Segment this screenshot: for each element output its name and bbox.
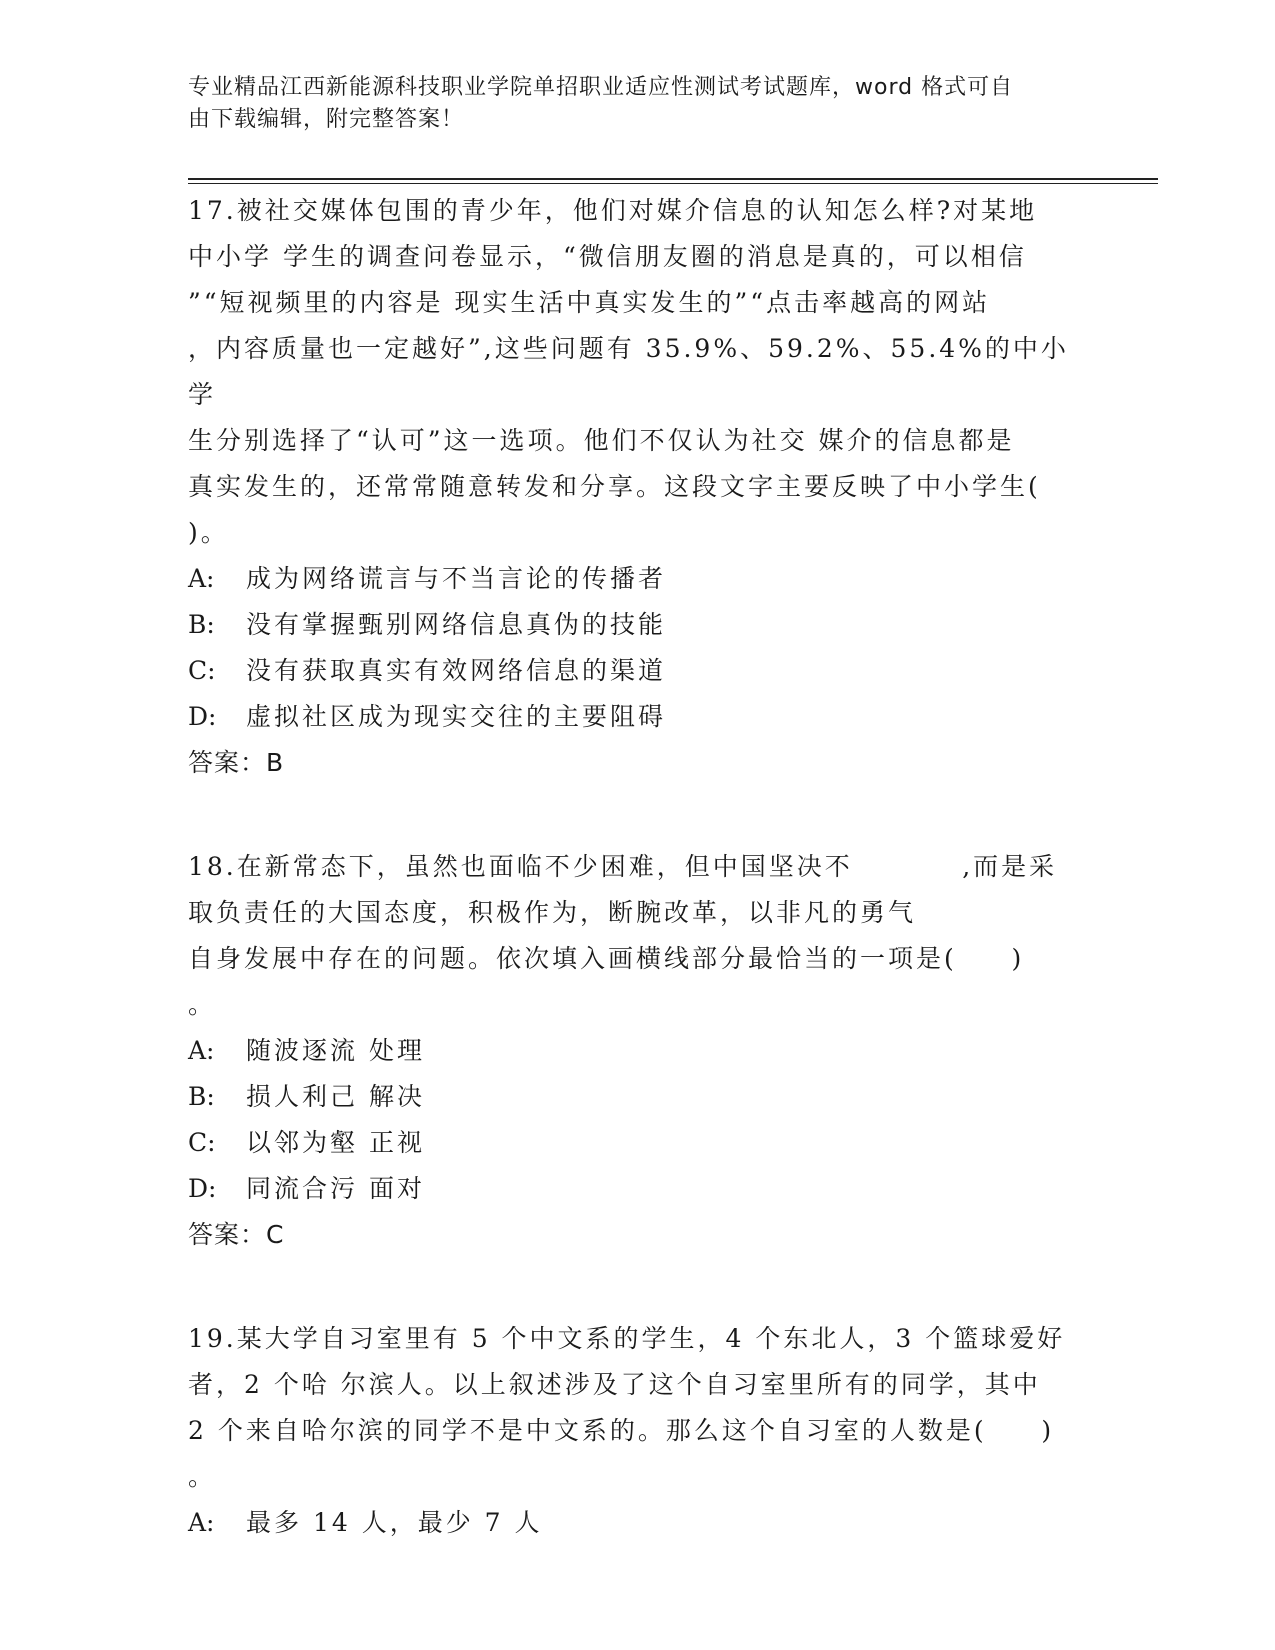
option-letter: C: <box>188 1128 216 1157</box>
option-text: 最多 14 人，最少 7 人 <box>246 1508 543 1537</box>
option-c <box>188 648 1088 694</box>
question-text-line: 真实发生的，还常常随意转发和分享。这段文字主要反映了中小学生( <box>188 472 1041 501</box>
document-header <box>188 72 1068 136</box>
question-text-line: ”“短视频里的内容是 现实生活中真实发生的”“点击率越高的网站 <box>188 288 991 317</box>
header-line-2: 由下载编辑，附完整答案！ <box>188 107 465 132</box>
question-text-line: 自身发展中存在的问题。依次填入画横线部分最恰当的一项是( ) <box>188 944 1025 973</box>
header-line-1: 专业精品江西新能源科技职业学院单招职业适应性测试考试题库，word 格式可自 <box>188 75 1014 100</box>
option-text: 随波逐流 处理 <box>246 1036 425 1065</box>
answer-line: 答案：C <box>188 1220 285 1249</box>
question-text-line: 19.某大学自习室里有 5 个中文系的学生，4 个东北人，3 个篮球爱好 <box>188 1324 1066 1353</box>
header-rule-thick <box>188 178 1158 180</box>
option-letter: B: <box>188 1082 215 1111</box>
question-text-line: 生分别选择了“认可”这一选项。他们不仅认为社交 媒介的信息都是 <box>188 426 1015 455</box>
option-letter: D: <box>188 1174 217 1203</box>
question-text-line: 者，2 个哈 尔滨人。以上叙述涉及了这个自习室里所有的同学，其中 <box>188 1370 1041 1399</box>
option-letter: A: <box>188 1036 215 1065</box>
option-letter: C: <box>188 656 216 685</box>
question-text-line: ，内容质量也一定越好”,这些问题有 35.9%、59.2%、55.4%的中小学 <box>188 334 1069 409</box>
option-letter: A: <box>188 564 215 593</box>
option-b <box>188 1074 1088 1120</box>
question-list <box>188 188 1088 1546</box>
option-text: 以邻为壑 正视 <box>246 1128 425 1157</box>
question-text-line: )。 <box>188 518 229 547</box>
answer-line: 答案：B <box>188 748 285 777</box>
question-text-line: 取负责任的大国态度，积极作为，断腕改革，以非凡的勇气 <box>188 898 917 927</box>
question-text-line: 。 <box>188 1462 217 1491</box>
option-d <box>188 694 1088 740</box>
question-text-line: 中小学 学生的调查问卷显示，“微信朋友圈的消息是真的，可以相信 <box>188 242 1027 271</box>
option-text: 成为网络谎言与不当言论的传播者 <box>246 564 667 593</box>
option-a <box>188 1500 1088 1546</box>
question-text-line: 17.被社交媒体包围的青少年，他们对媒介信息的认知怎么样?对某地 <box>188 196 1038 225</box>
question-17 <box>188 188 1088 786</box>
option-b <box>188 602 1088 648</box>
question-text-line: 。 <box>188 990 217 1019</box>
question-text-line: 18.在新常态下，虽然也面临不少困难，但中国坚决不 ,而是采 <box>188 852 1058 881</box>
option-text: 没有获取真实有效网络信息的渠道 <box>246 656 667 685</box>
option-text: 虚拟社区成为现实交往的主要阻碍 <box>246 702 667 731</box>
question-19 <box>188 1316 1088 1546</box>
option-text: 没有掌握甄别网络信息真伪的技能 <box>246 610 667 639</box>
option-letter: A: <box>188 1508 215 1537</box>
option-letter: D: <box>188 702 217 731</box>
option-a <box>188 556 1088 602</box>
question-text-line: 2 个来自哈尔滨的同学不是中文系的。那么这个自习室的人数是( ) <box>188 1416 1055 1445</box>
option-text: 同流合污 面对 <box>246 1174 425 1203</box>
question-18 <box>188 844 1088 1258</box>
option-text: 损人利己 解决 <box>246 1082 425 1111</box>
option-d <box>188 1166 1088 1212</box>
option-a <box>188 1028 1088 1074</box>
option-c <box>188 1120 1088 1166</box>
header-rule-thin <box>188 183 1158 184</box>
option-letter: B: <box>188 610 215 639</box>
